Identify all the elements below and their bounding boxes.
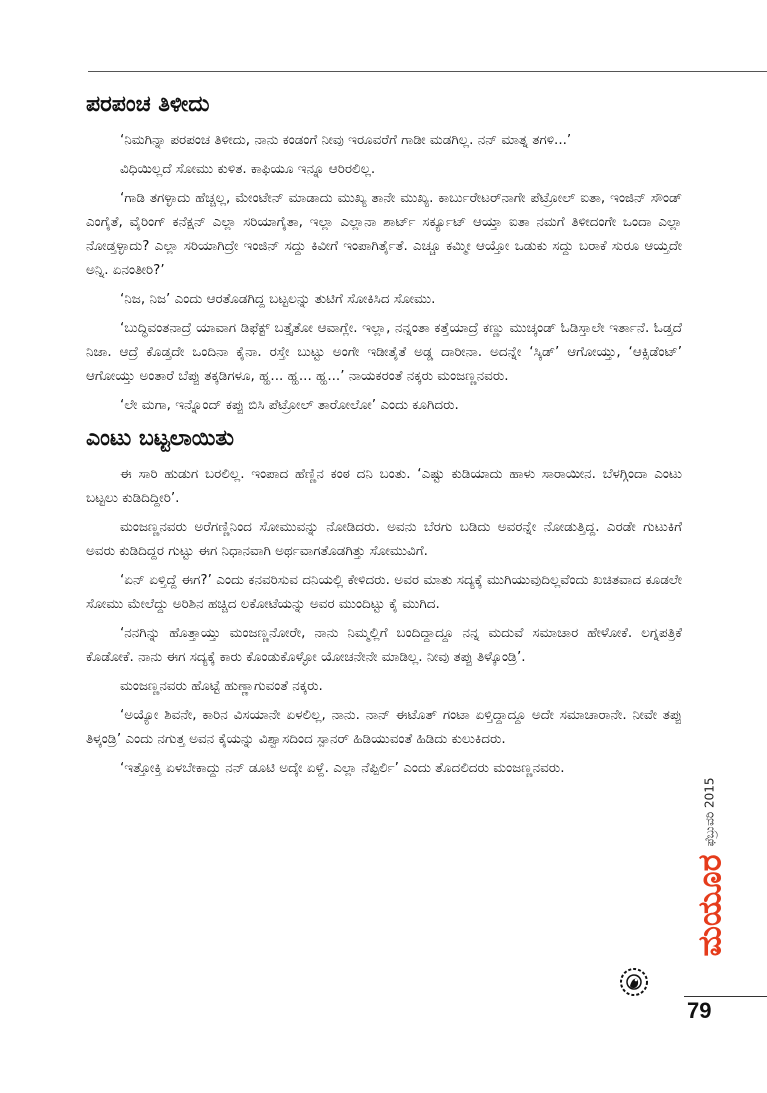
paragraph: ‘ಗಾಡಿ ತಗಳ್ಳಾದು ಹೆಚ್ಚಲ್ಲ, ಮೇಂಟೇನ್ ಮಾಡಾದು ಮುಖ್ಯ ತಾನೇ ಮುಖ್ಯ. ಕಾರ್ಬುರೇಟರ್‌ನಾಗೇ ಪೆಟ್ರೋಲ್ ಐತಾ, ಇಂಜಿನ್ ಸೌಂಡ್ ಎಂಗೈತೆ, ವೈರಿಂಗ್ ಕನೆಕ್ಷನ್ ಎಲ್ಲಾ ಸರಿಯಾಗೈತಾ, ಇಲ್ಲಾ ಎಲ್ಲಾನಾ ಶಾರ್ಟ್ ಸರ್ಕ್ಯೂಟ್ ಆಯ್ತಾ ಐತಾ ನಮಗೆ ತಿಳೀದಂಗೇ ಒಂದಾ ಎಲ್ಲಾ ನೋಡ್ತಳ್ಳಾದು? ಎಲ್ಲಾ ಸರಿಯಾಗಿದ್ರೇ ಇಂಜಿನ್ ಸದ್ದು ಕಿವೀಗೆ ಇಂಪಾಗಿರ್ತೈತೆ. ಎಚ್ಚೂ ಕಮ್ಮೀ ಆಯ್ತೋ ಒಡುಕು ಸದ್ದು ಬರಾಕೆ ಸುರೂ ಆಯ್ತದೇ ಅನ್ನಿ. ಏನಂತೀರಿ?’	[86, 190, 682, 278]
article-body	[86, 88, 682, 785]
footer-rule	[684, 996, 767, 997]
paragraph: ‘ನಿಜ, ನಿಜ’ ಎಂದು ಆರತೊಡಗಿದ್ದ ಬಟ್ಟಲನ್ನು ತುಟಿಗೆ ಸೋಕಿಸಿದ ಸೋಮು.	[120, 291, 436, 307]
paragraph: ‘ನಿಮಗಿನ್ನಾ ಪರಪಂಚ ತಿಳೀದು, ನಾನು ಕಂಡಂಗೆ ನೀವು ಇರೂವರೆಗೆ ಗಾಡೀ ಮಡಗಿಲ್ಲ. ನನ್ ಮಾತ್ನ ತಗಳಿ...’	[120, 132, 572, 148]
paragraph: ಈ ಸಾರಿ ಹುಡುಗ ಬರಲಿಲ್ಲ. ಇಂಪಾದ ಹೆಣ್ಣಿನ ಕಂಠ ದನಿ ಬಂತು. ‘ಎಷ್ಟು ಕುಡಿಯಾದು ಹಾಳು ಸಾರಾಯೀನ. ಬೆಳಗ್ಗಿಂದಾ ಎಂಟು ಬಟ್ಟಲು ಕುಡಿದಿದ್ದೀರಿ’.	[86, 466, 682, 506]
paragraph: ‘ನನಗಿನ್ನು ಹೊತ್ತಾಯ್ತು ಮಂಜಣ್ಣನೋರೇ, ನಾನು ನಿಮ್ಮಲ್ಲಿಗೆ ಬಂದಿದ್ದಾದ್ದೂ ನನ್ನ ಮದುವೆ ಸಮಾಚಾರ ಹೇಳೋಕೆ. ಲಗ್ನಪತ್ರಿಕೆ ಕೊಡೋಕೆ. ನಾನು ಈಗ ಸದ್ಯಕ್ಕೆ ಕಾರು ಕೊಂಡುಕೊಳ್ಳೋ ಯೋಚನೇನೇ ಮಾಡಿಲ್ಲ. ನೀವು ತಪ್ಪು ತಿಳ್ಕೊಂಡ್ರಿ’.	[86, 625, 682, 665]
paragraph: ‘ಬುದ್ಧಿವಂತನಾದ್ರೆ ಯಾವಾಗ ಡಿಫೆಕ್ಟ್ ಬತ್ತೈತೋ ಆವಾಗ್ಲೇ. ಇಲ್ಲಾ, ನನ್ನಂತಾ ಕತ್ತೆಯಾದ್ರೆ ಕಣ್ಣು ಮುಚ್ಕಂಡ್ ಓಡಿಸ್ತಾಲೇ ಇರ್ತಾನೆ. ಓಡ್ತದೆ ನಿಜಾ. ಆದ್ರೆ ಕೊಡ್ತದೇ ಒಂದಿನಾ ಕೈನಾ. ರಸ್ತೇ ಬುಟ್ಟು ಅಂಗೇ ಇಡೀತೈತೆ ಅಡ್ಡ ದಾರೀನಾ. ಅದನ್ನೇ ‘ಸ್ಕಿಡ್’ ಆಗೋಯ್ತು, ‘ಆಕ್ಸಿಡೆಂಟ್’ ಆಗೋಯ್ತು ಅಂತಾರೆ ಬೆಪ್ಪು ತಕ್ಕಡಿಗಳೂ, ಹ್ಹ... ಹ್ಹ... ಹ್ಹ...’ ನಾಯಕರಂತೆ ನಕ್ಕರು ಮಂಜಣ್ಣನವರು.	[86, 320, 682, 384]
section-heading-2: ಎಂಟು ಬಟ್ಟಲಾಯಿತು	[86, 426, 235, 451]
paragraph: ಮಂಜಣ್ಣನವರು ಅರೆಗಣ್ಣಿನಿಂದ ಸೋಮುವನ್ನು ನೋಡಿದರು. ಅವನು ಬೆರಗು ಬಡಿದು ಅವರನ್ನೇ ನೋಡುತ್ತಿದ್ದ. ಎರಡೇ ಗುಟುಕಿಗೆ ಅವರು ಕುಡಿದಿದ್ದರ ಗುಟ್ಟು ಈಗ ನಿಧಾನವಾಗಿ ಅರ್ಥವಾಗತೊಡಗಿತ್ತು ಸೋಮುವಿಗೆ.	[86, 519, 682, 559]
section-heading-1: ಪರಪಂಚ ತಿಳೀದು	[86, 92, 210, 117]
peacock-logo-icon	[612, 962, 656, 1002]
issue-date: ಫೆಬ್ರುವರಿ 2015	[702, 777, 717, 847]
paragraph: ವಿಧಿಯಿಲ್ಲದೆ ಸೋಮು ಕುಳಿತ. ಕಾಫಿಯೂ ಇನ್ನೂ ಆರಿರಲಿಲ್ಲ.	[120, 161, 376, 177]
paragraph: ‘ಲೇ ಮಗಾ, ಇನ್ನೊಂದ್ ಕಪ್ಪು ಬಿಸಿ ಪೆಟ್ರೋಲ್ ತಾರೋಲೋ’ ಎಂದು ಕೂಗಿದರು.	[120, 397, 459, 413]
page-number: 79	[687, 998, 712, 1023]
paragraph: ‘ಅಯ್ಯೋ ಶಿವನೇ, ಕಾರಿನ ವಿಸಯಾನೇ ಏಳಲಿಲ್ಲ, ನಾನು. ನಾನ್ ಈಟೊತ್ ಗಂಟಾ ಏಳ್ತಿದ್ದಾದ್ದೂ ಅದೇ ಸಮಾಚಾರಾನೇ. ನೀವೇ ತಪ್ಪು ತಿಳ್ಕಂಡ್ರಿ’ ಎಂದು ನಗುತ್ತ ಅವನ ಕೈಯನ್ನು ವಿಶ್ವಾಸದಿಂದ ಸ್ಪಾನರ್ ಹಿಡಿಯುವಂತೆ ಹಿಡಿದು ಕುಲುಕಿದರು.	[86, 707, 682, 747]
top-rule	[88, 71, 767, 72]
paragraph: ‘ಇತ್ತೋಕ್ತಿ ಏಳಬೇಕಾದ್ದು ನನ್ ಡೂಟಿ ಅದ್ಕೇ ಏಳ್ದೆ. ಎಲ್ಲಾ ನೆಪ್ಪಿರ್ಲಿ’ ಎಂದು ತೊದಲಿದರು ಮಂಜಣ್ಣನವರು.	[120, 760, 565, 776]
magazine-name: ಮಯೂರ	[690, 854, 729, 957]
magazine-sidebar	[690, 777, 730, 957]
paragraph: ಮಂಜಣ್ಣನವರು ಹೊಟ್ಟೆ ಹುಣ್ಣಾಗುವಂತೆ ನಕ್ಕರು.	[120, 678, 323, 694]
paragraph: ‘ಏನ್ ಏಳ್ತಿದ್ದೆ ಈಗ?’ ಎಂದು ಕನವರಿಸುವ ದನಿಯಲ್ಲಿ ಕೇಳಿದರು. ಅವರ ಮಾತು ಸದ್ಯಕ್ಕೆ ಮುಗಿಯುವುದಿಲ್ಲವೆಂದು ಖಚಿತವಾದ ಕೂಡಲೇ ಸೋಮು ಮೇಲೆದ್ದು ಅರಿಶಿನ ಹಚ್ಚಿದ ಲಕೋಟೆಯನ್ನು ಅವರ ಮುಂದಿಟ್ಟು ಕೈ ಮುಗಿದ.	[86, 572, 682, 612]
